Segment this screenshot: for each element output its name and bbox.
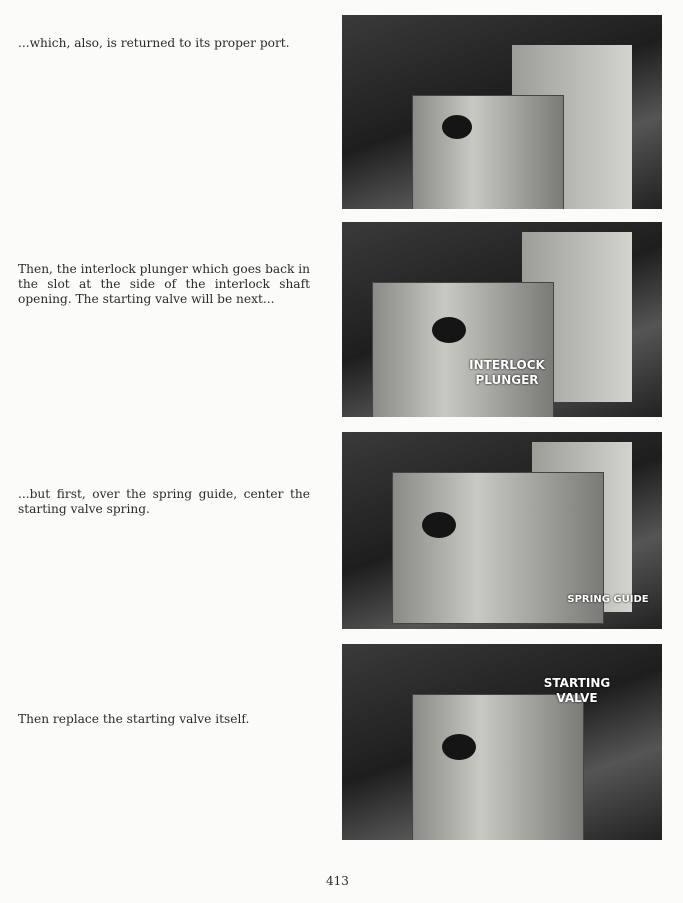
label-interlock-plunger: INTERLOCK PLUNGER <box>469 358 545 387</box>
caption-4: Then replace the starting valve itself. <box>18 712 250 726</box>
page-number: 413 <box>326 874 349 888</box>
photo-interlock-plunger <box>342 222 662 417</box>
label-spring-guide: SPRING GUIDE <box>567 594 649 605</box>
photo-spring-guide <box>342 432 662 629</box>
caption-3: ...but first, over the spring guide, center the starting valve spring. <box>18 487 310 516</box>
caption-1: ...which, also, is returned to its proper port. <box>18 36 290 50</box>
photo-starting-valve <box>342 644 662 840</box>
photo-port-return <box>342 15 662 209</box>
label-starting-valve: STARTING VALVE <box>543 676 611 705</box>
caption-2: Then, the interlock plunger which goes back in the slot at the side of the interlock shaft opening. The starting valve will be next... <box>18 262 310 306</box>
